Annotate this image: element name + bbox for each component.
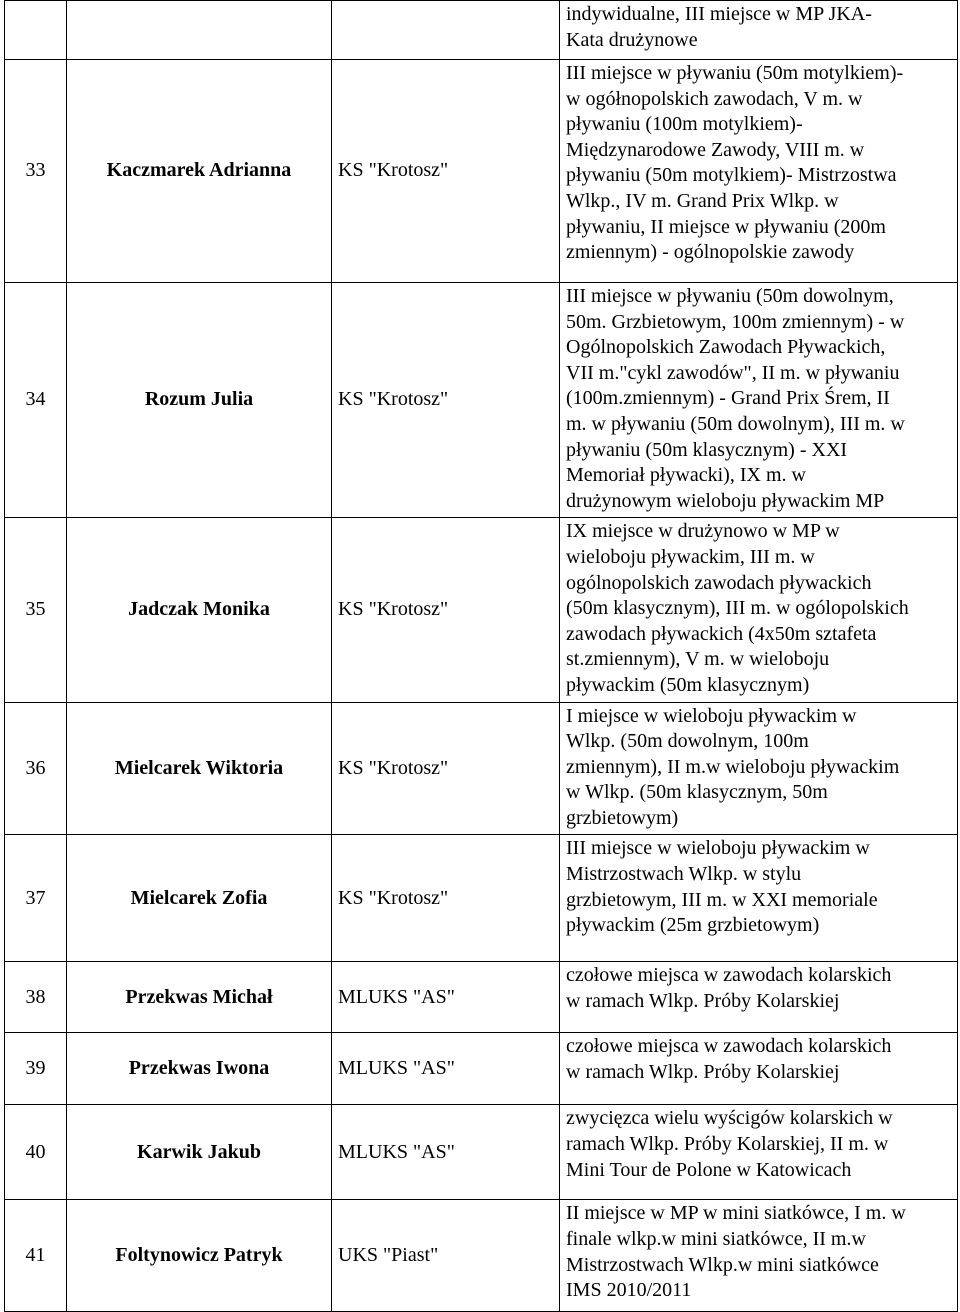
club-name: UKS "Piast"	[332, 1200, 560, 1312]
row-number: 38	[5, 962, 67, 1033]
row-number: 35	[5, 518, 67, 702]
athlete-name: Przekwas Iwona	[67, 1033, 332, 1105]
athlete-name: Foltynowicz Patryk	[67, 1200, 332, 1312]
achievement-text: II miejsce w MP w mini siatkówce, I m. w finale wlkp.w mini siatkówce, II m.w Mistrzostwach Wlkp.w mini siatkówce IMS 2010/2011	[566, 1202, 906, 1302]
achievement-text: czołowe miejsca w zawodach kolarskich w ramach Wlkp. Próby Kolarskiej	[566, 1035, 892, 1084]
achievement-cell	[560, 702, 958, 835]
achievement-cell	[560, 962, 958, 1033]
row-number: 39	[5, 1033, 67, 1105]
table-row	[5, 283, 958, 518]
achievement-cell	[560, 1200, 958, 1312]
club-name: KS "Krotosz"	[332, 702, 560, 835]
table-row	[5, 60, 958, 283]
table-row	[5, 1200, 958, 1312]
table-row	[5, 518, 958, 702]
results-table	[4, 0, 958, 1312]
table-row	[5, 1, 958, 60]
achievement-text: III miejsce w wieloboju pływackim w Mistrzostwach Wlkp. w stylu grzbietowym, III m. w XXI memoriale pływackim (25m grzbietowym)	[566, 837, 878, 937]
row-number: 37	[5, 835, 67, 962]
table-row	[5, 962, 958, 1033]
row-number: 41	[5, 1200, 67, 1312]
achievement-cell	[560, 1105, 958, 1200]
club-name: MLUKS "AS"	[332, 962, 560, 1033]
table-row	[5, 1105, 958, 1200]
achievement-cell	[560, 518, 958, 702]
athlete-name: Karwik Jakub	[67, 1105, 332, 1200]
achievement-cell	[560, 835, 958, 962]
achievement-cell	[560, 1, 958, 60]
achievement-text: indywidualne, III miejsce w MP JKA- Kata drużynowe	[566, 3, 872, 51]
row-number: 36	[5, 702, 67, 835]
club-name: MLUKS "AS"	[332, 1105, 560, 1200]
achievement-cell	[560, 1033, 958, 1105]
athlete-name: Przekwas Michał	[67, 962, 332, 1033]
athlete-name: Mielcarek Wiktoria	[67, 702, 332, 835]
athlete-name: Rozum Julia	[67, 283, 332, 518]
club-name: MLUKS "AS"	[332, 1033, 560, 1105]
athlete-name: Kaczmarek Adrianna	[67, 60, 332, 283]
table-row	[5, 702, 958, 835]
club-name	[332, 1, 560, 60]
achievement-cell	[560, 283, 958, 518]
club-name: KS "Krotosz"	[332, 518, 560, 702]
achievement-text: IX miejsce w drużynowo w MP w wieloboju pływackim, III m. w ogólnopolskich zawodach pływackich (50m klasycznym), III m. w ogólopolskich zawodach pływackich (4x50m sztafeta st.zmiennym), V m. w wieloboju pływackim (50m klasycznym)	[566, 520, 909, 696]
table-row	[5, 1033, 958, 1105]
club-name: KS "Krotosz"	[332, 835, 560, 962]
club-name: KS "Krotosz"	[332, 283, 560, 518]
table-row	[5, 835, 958, 962]
achievement-text: III miejsce w pływaniu (50m dowolnym, 50m. Grzbietowym, 100m zmiennym) - w Ogólnopolskich Zawodach Pływackich, VII m."cykl zawodów", II m. w pływaniu (100m.zmiennym) - Grand Prix Śrem, II m. w pływaniu (50m dowolnym), III m. w pływaniu (50m klasycznym) - XXI Memoriał pływacki), IX m. w drużynowym wieloboju pływackim MP	[566, 285, 905, 512]
achievement-text: czołowe miejsca w zawodach kolarskich w ramach Wlkp. Próby Kolarskiej	[566, 964, 892, 1013]
athlete-name	[67, 1, 332, 60]
row-number	[5, 1, 67, 60]
club-name: KS "Krotosz"	[332, 60, 560, 283]
achievement-text: zwycięzca wielu wyścigów kolarskich w ramach Wlkp. Próby Kolarskiej, II m. w Mini Tour de Polone w Katowicach	[566, 1107, 893, 1181]
row-number: 33	[5, 60, 67, 283]
achievement-text: I miejsce w wieloboju pływackim w Wlkp. (50m dowolnym, 100m zmiennym), II m.w wieloboju pływackim w Wlkp. (50m klasycznym, 50m grzbietowym)	[566, 704, 900, 829]
athlete-name: Mielcarek Zofia	[67, 835, 332, 962]
athlete-name: Jadczak Monika	[67, 518, 332, 702]
row-number: 40	[5, 1105, 67, 1200]
row-number: 34	[5, 283, 67, 518]
achievement-cell	[560, 60, 958, 283]
achievement-text: III miejsce w pływaniu (50m motylkiem)- w ogółnopolskich zawodach, V m. w pływaniu (100m motylkiem)- Międzynarodowe Zawody, VIII m. w pływaniu (50m motylkiem)- Mistrzostwa Wlkp., IV m. Grand Prix Wlkp. w pływaniu, II miejsce w pływaniu (200m zmiennym) - ogólnopolskie zawody	[566, 62, 904, 264]
